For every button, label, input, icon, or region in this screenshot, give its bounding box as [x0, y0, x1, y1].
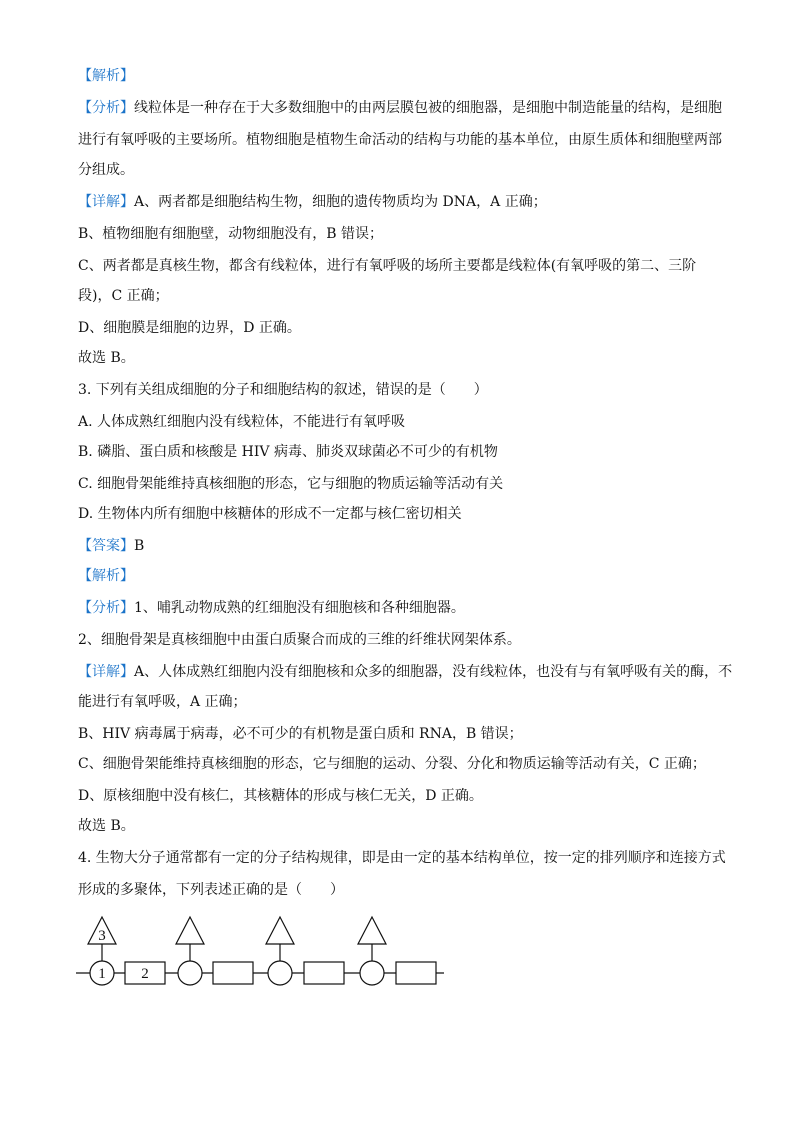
triangle-unit-2 [176, 917, 204, 944]
q2-analysis-tag: 【分析】 [78, 100, 134, 116]
diagram-label-2: 2 [141, 966, 149, 982]
q3-analysis-line-2: 2、细胞骨架是真核细胞中由蛋白质聚合而成的三维的纤维状网架体系。 [78, 632, 521, 648]
q2-detail-line-d: D、细胞膜是细胞的边界，D 正确。 [78, 320, 301, 336]
q3-option-a: A. 人体成熟红细胞内没有线粒体，不能进行有氧呼吸 [78, 414, 406, 430]
q3-conclusion: 故选 B。 [78, 818, 135, 834]
q3-option-b: B. 磷脂、蛋白质和核酸是 HIV 病毒、肺炎双球菌必不可少的有机物 [78, 444, 498, 460]
q3-analysis-tag: 【分析】 [78, 600, 134, 616]
q3-answer-value: B [134, 538, 145, 554]
q3-jiexi-heading: 【解析】 [78, 568, 134, 584]
diagram-label-3: 3 [98, 928, 106, 944]
q3-detail-line-a1 [78, 662, 732, 682]
q2-analysis-text-1: 线粒体是一种存在于大多数细胞中的由两层膜包被的细胞器，是细胞中制造能量的结构，是细胞 [134, 100, 722, 116]
polymer-structure-diagram [70, 912, 460, 992]
q3-detail-line-a2: 能进行有氧呼吸，A 正确； [78, 694, 247, 710]
q2-detail-line-c1: C、两者都是真核生物，都含有线粒体，进行有氧呼吸的场所主要都是线粒体(有氧呼吸的第二、三阶 [78, 258, 697, 274]
q3-answer-line [78, 536, 144, 556]
q3-analysis-line-1 [78, 598, 465, 618]
rectangle-unit-4 [396, 962, 436, 984]
q2-detail-line-a [78, 192, 547, 212]
q3-detail-line-b: B、HIV 病毒属于病毒，必不可少的有机物是蛋白质和 RNA，B 错误； [78, 726, 523, 742]
q2-analysis-line-2: 进行有氧呼吸的主要场所。植物细胞是植物生命活动的结构与功能的基本单位，由原生质体和细胞壁两部 [78, 132, 722, 148]
q3-detail-tag: 【详解】 [78, 664, 134, 680]
q3-analysis-text-1: 1、哺乳动物成熟的红细胞没有细胞核和各种细胞器。 [134, 600, 465, 616]
q2-conclusion: 故选 B。 [78, 350, 135, 366]
q2-detail-line-b: B、植物细胞有细胞壁，动物细胞没有，B 错误； [78, 226, 384, 242]
q4-stem-line-1: 4. 生物大分子通常都有一定的分子结构规律，即是由一定的基本结构单位，按一定的排列顺序和连接方式 [78, 850, 726, 866]
q2-analysis-line-3: 分组成。 [78, 162, 134, 178]
triangle-unit-3 [266, 917, 294, 944]
circle-unit-2 [178, 961, 202, 985]
q2-detail-tag: 【详解】 [78, 194, 134, 210]
q3-detail-line-d: D、原核细胞中没有核仁，其核糖体的形成与核仁无关，D 正确。 [78, 788, 483, 804]
q2-jiexi-heading: 【解析】 [78, 68, 134, 84]
circle-unit-3 [268, 961, 292, 985]
q3-answer-tag: 【答案】 [78, 538, 134, 554]
q3-detail-text-a1: A、人体成熟红细胞内没有细胞核和众多的细胞器，没有线粒体，也没有与有氧呼吸有关的酶，不 [134, 664, 733, 680]
q3-detail-line-c: C、细胞骨架能维持真核细胞的形态，它与细胞的运动、分裂、分化和物质运输等活动有关，C 正确； [78, 756, 706, 772]
q2-detail-line-c2: 段)，C 正确； [78, 288, 169, 304]
q3-option-d: D. 生物体内所有细胞中核糖体的形成不一定都与核仁密切相关 [78, 506, 462, 522]
triangle-unit-4 [358, 917, 386, 944]
q3-stem: 3. 下列有关组成细胞的分子和细胞结构的叙述，错误的是（ ） [78, 382, 488, 398]
circle-unit-4 [360, 961, 384, 985]
q2-analysis-line-1 [78, 98, 722, 118]
q3-option-c: C. 细胞骨架能维持真核细胞的形态，它与细胞的物质运输等活动有关 [78, 476, 504, 492]
q4-stem-line-2: 形成的多聚体，下列表述正确的是（ ） [78, 882, 344, 898]
q2-detail-text-a: A、两者都是细胞结构生物，细胞的遗传物质均为 DNA，A 正确； [134, 194, 547, 210]
diagram-label-1: 1 [98, 966, 106, 982]
rectangle-unit-2 [213, 962, 253, 984]
rectangle-unit-3 [304, 962, 344, 984]
